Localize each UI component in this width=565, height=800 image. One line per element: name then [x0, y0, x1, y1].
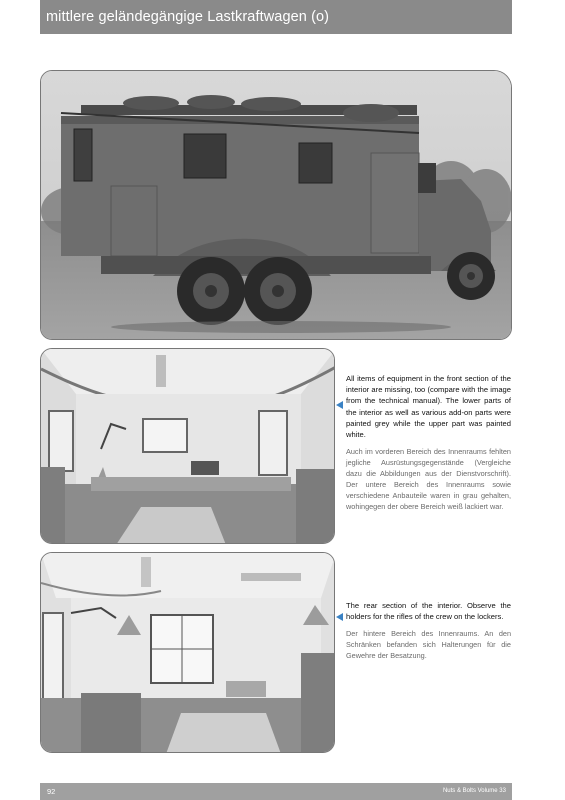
caption-english: All items of equipment in the front section of the interior are missing, too (compare with the image from the technical manual). The lower parts of the interior as well as various add-on parts were painted grey while the upper part was painted white.	[346, 374, 511, 440]
truck-photo	[40, 70, 512, 340]
caption-rear-interior	[346, 600, 511, 661]
caption-german: Auch im vorderen Bereich des Innenraums fehlten jegliche Ausrüstungsgegenstände (Vergleiche dazu die Abbildungen aus der Dienstvorschrift). Der untere Bereich des Innenraums sowie verschiedene Anbauteile waren in grau gehalten, wohingegen der obere Bereich weiß lackiert war.	[346, 447, 511, 512]
caption-english: The rear section of the interior. Observe the holders for the rifles of the crew on the lockers.	[346, 601, 511, 622]
header-bar	[40, 0, 512, 34]
caption-pointer	[336, 401, 343, 409]
footer-bar	[40, 783, 512, 800]
page-title: mittlere geländegängige Lastkraftwagen (o)	[46, 9, 330, 25]
rear-interior-photo	[40, 552, 335, 753]
series-title: Nuts & Bolts Volume 33	[442, 787, 506, 794]
caption-front-interior	[346, 373, 511, 512]
caption-german: Der hintere Bereich des Innenraums. An den Schränken befanden sich Halterungen für die Gewehre der Besatzung.	[346, 629, 511, 661]
page-number: 92	[47, 787, 56, 796]
front-interior-photo	[40, 348, 335, 544]
caption-pointer	[336, 613, 343, 621]
